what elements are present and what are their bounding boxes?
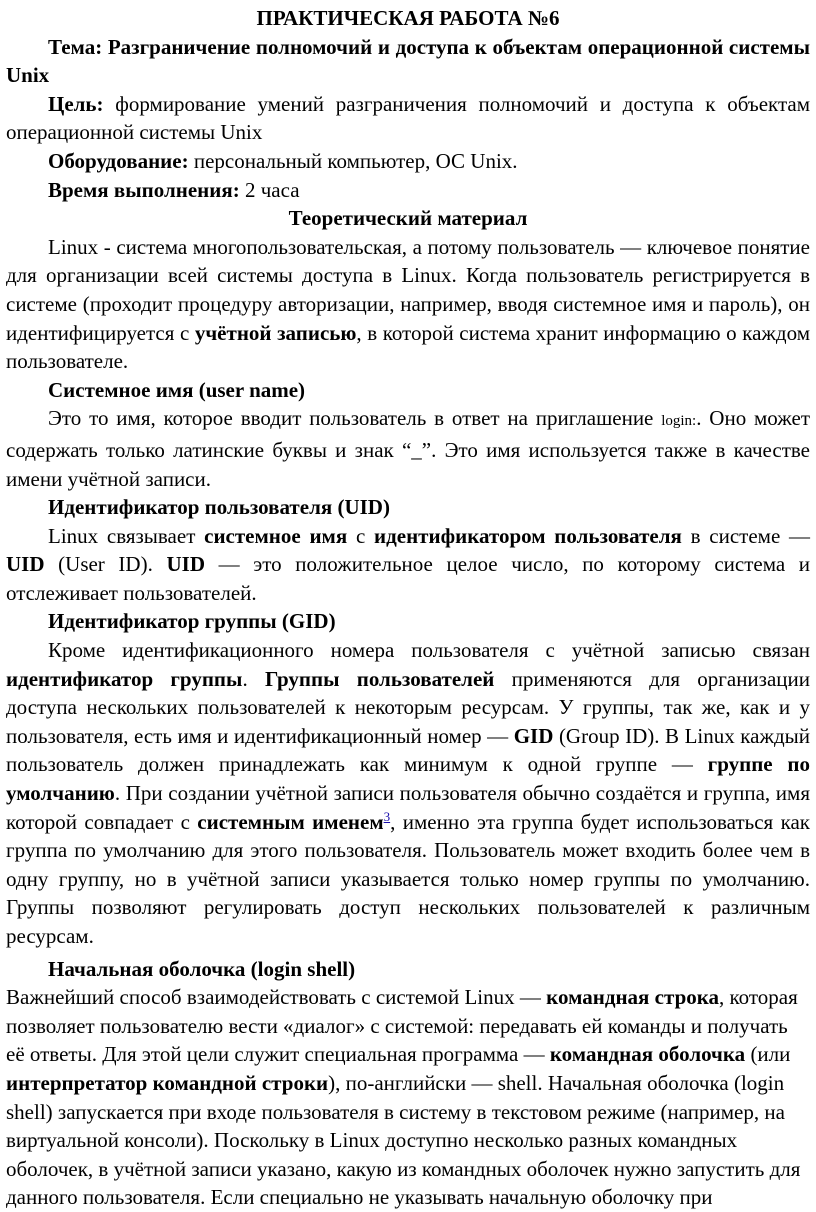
gid-bold-3: GID bbox=[513, 723, 554, 748]
topic-text: Разграничение полномочий и доступа к объектам операционной системы Unix bbox=[6, 34, 811, 88]
shell-heading: Начальная оболочка (login shell) bbox=[48, 956, 356, 981]
uid-bold-4: UID bbox=[166, 552, 205, 577]
gid-text-6: , именно эта группа будет использоваться как группа по умолчанию для этого пользователя. Пользователь может входить более чем в одну группу, но в учётной записи указывается только номер группы по умолчанию. Группы позволяют регулировать доступ нескольких пользователей к различным ресурсам. bbox=[6, 809, 810, 948]
gid-text-3: применяются для организации доступа нескольких пользователей к некоторым ресурсам. У группы, так же, как и у пользователя, есть имя и идентификационный номер — bbox=[6, 666, 810, 748]
uid-heading: Идентификатор пользователя (UID) bbox=[48, 495, 390, 520]
uid-text-5: — это положительное целое число, по которому система и отслеживает пользователей. bbox=[6, 552, 811, 605]
shell-text-1: Важнейший способ взаимодействовать с системой Linux — bbox=[6, 985, 541, 1010]
theory-intro-text-2: , в которой система хранит информацию о каждом пользователе. bbox=[6, 320, 810, 374]
shell-bold-2: командная оболочка bbox=[549, 1042, 746, 1067]
gid-text-5: . При создании учётной записи пользователя обычно создаётся и группа, имя которой совпадает с bbox=[6, 781, 810, 834]
gid-text-2: . bbox=[242, 666, 248, 691]
gid-text-4: (Group ID). В Linux каждый пользователь должен принадлежать как минимум к одной группе — bbox=[6, 723, 811, 777]
goal-text: формирование умений разграничения полномочий и доступа к объектам операционной системы Unix bbox=[6, 91, 811, 145]
login-prompt: login: bbox=[661, 413, 697, 430]
gid-bold-2: Группы пользователей bbox=[264, 666, 495, 691]
topic-line bbox=[6, 33, 810, 90]
gid-heading: Идентификатор группы (GID) bbox=[48, 609, 336, 634]
time-text: 2 часа bbox=[245, 177, 300, 202]
theory-intro-text-1: Linux - система многопользовательская, а потому пользователь — ключевое понятие для организации всей системы доступа в Linux. Когда пользователь регистрируется в системе (проходит процедуру авторизации, например, вводя системное имя и пароль), он идентифицируется с bbox=[6, 234, 810, 345]
username-paragraph bbox=[6, 404, 810, 493]
time-line bbox=[6, 176, 810, 205]
gid-bold-4: группе по умолчанию bbox=[6, 752, 811, 806]
username-text-2: . Оно может содержать только латинские буквы и знак “_”. Это имя используется также в качестве имени учётной записи. bbox=[6, 406, 811, 491]
uid-paragraph bbox=[6, 522, 810, 608]
shell-text-4: ), по-английски — shell. Начальная оболочка (login shell) запускается при входе пользователя в систему в текстовом режиме (например, на виртуальной консоли). Поскольку в Linux доступно несколько разных командных оболочек, в учётной записи указано, какую из командных оболочек нужно запустить для данного пользователя. Если специально не указывать начальную оболочку при bbox=[6, 1070, 801, 1210]
goal-label: Цель: bbox=[48, 91, 104, 116]
username-heading: Системное имя (user name) bbox=[48, 377, 306, 402]
gid-paragraph bbox=[6, 636, 810, 951]
footnote-link[interactable]: 3 bbox=[383, 808, 391, 824]
gid-text-1: Кроме идентификационного номера пользователя с учётной записью связан bbox=[48, 638, 810, 663]
gid-bold-5: системным именем bbox=[197, 809, 384, 834]
uid-bold-2: идентификатором пользователя bbox=[374, 523, 682, 548]
gid-bold-1: идентификатор группы bbox=[6, 666, 243, 691]
uid-bold-3: UID bbox=[6, 552, 45, 577]
theory-intro-bold: учётной записью bbox=[194, 320, 357, 345]
shell-text-3: (или bbox=[750, 1042, 791, 1067]
uid-text-1: Linux связывает bbox=[48, 523, 196, 548]
uid-text-3: в системе — bbox=[690, 523, 811, 548]
goal-line bbox=[6, 90, 810, 147]
username-text-1: Это то имя, которое вводит пользователь в ответ на приглашение bbox=[48, 406, 654, 431]
theory-intro-paragraph bbox=[6, 233, 810, 376]
uid-text-4: (User ID). bbox=[58, 552, 153, 577]
shell-text-2: , которая позволяет пользователю вести «диалог» с системой: передавать ей команды и получать её ответы. Для этой цели служит специальная программа — bbox=[6, 985, 798, 1067]
shell-paragraph bbox=[6, 983, 810, 1212]
document-title: ПРАКТИЧЕСКАЯ РАБОТА №6 bbox=[256, 6, 560, 30]
theory-title: Теоретический материал bbox=[288, 206, 528, 231]
uid-text-2: с bbox=[355, 523, 366, 548]
equipment-label: Оборудование: bbox=[48, 148, 189, 173]
topic-label: Тема: bbox=[48, 34, 103, 59]
equipment-line bbox=[6, 147, 810, 176]
time-label: Время выполнения: bbox=[48, 177, 240, 202]
shell-bold-3: интерпретатор командной строки bbox=[6, 1070, 329, 1095]
equipment-text: персональный компьютер, ОС Unix. bbox=[193, 148, 518, 173]
shell-bold-1: командная строка bbox=[546, 985, 720, 1010]
uid-bold-1: системное имя bbox=[204, 523, 348, 548]
